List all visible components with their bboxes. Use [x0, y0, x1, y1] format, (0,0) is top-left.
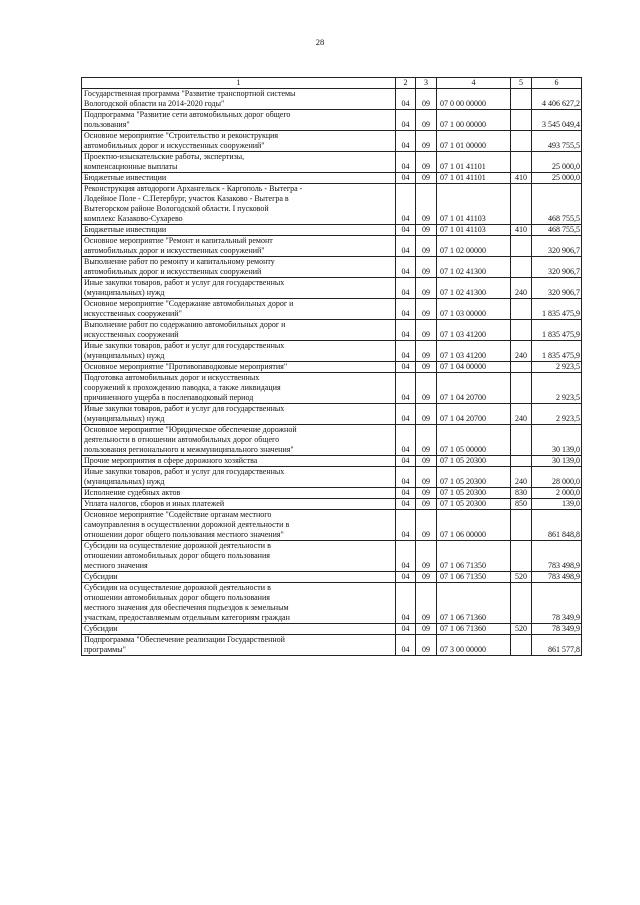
row-chapter: 04: [396, 184, 416, 225]
row-expense-type: 520: [511, 572, 532, 583]
row-expense-type: [511, 635, 532, 656]
row-csr-code: 07 1 06 71360: [437, 624, 511, 635]
table-row: [82, 184, 582, 225]
row-chapter: 04: [396, 278, 416, 299]
row-amount: 320 906,7: [532, 257, 582, 278]
row-expense-type: 410: [511, 225, 532, 236]
row-expense-type: [511, 456, 532, 467]
row-expense-type: [511, 131, 532, 152]
budget-table: [81, 77, 582, 656]
row-amount: 4 406 627,2: [532, 89, 582, 110]
header-cell-name: 1: [82, 78, 396, 89]
row-section: 09: [416, 278, 437, 299]
row-amount: 320 906,7: [532, 236, 582, 257]
row-chapter: 04: [396, 635, 416, 656]
row-expense-type: 240: [511, 404, 532, 425]
row-csr-code: 07 1 01 41103: [437, 184, 511, 225]
row-expense-type: [511, 110, 532, 131]
row-csr-code: 07 1 04 20700: [437, 373, 511, 404]
row-chapter: 04: [396, 236, 416, 257]
row-chapter: 04: [396, 341, 416, 362]
row-section: 09: [416, 583, 437, 624]
page-number: 28: [315, 37, 325, 47]
row-expense-type: [511, 257, 532, 278]
row-csr-code: 07 1 05 20300: [437, 456, 511, 467]
row-section: 09: [416, 341, 437, 362]
row-csr-code: 07 1 05 20300: [437, 488, 511, 499]
table-row: [82, 236, 582, 257]
row-expense-type: [511, 299, 532, 320]
row-expense-type: [511, 320, 532, 341]
row-name: Уплата налогов, сборов и иных платежей: [82, 499, 396, 510]
row-name: Проектно-изыскательские работы, экспертизы, компенсационные выплаты: [82, 152, 396, 173]
row-name: Основное мероприятие "Строительство и реконструкция автомобильных дорог и искусственных сооружений": [82, 131, 396, 152]
row-name: Основное мероприятие "Ремонт и капитальный ремонт автомобильных дорог и искусственных сооружений": [82, 236, 396, 257]
row-section: 09: [416, 257, 437, 278]
row-chapter: 04: [396, 299, 416, 320]
row-section: 09: [416, 425, 437, 456]
table-row: [82, 635, 582, 656]
row-chapter: 04: [396, 320, 416, 341]
table-row: [82, 341, 582, 362]
table-header-row: [82, 78, 582, 89]
table-row: [82, 456, 582, 467]
row-section: 09: [416, 624, 437, 635]
row-section: 09: [416, 362, 437, 373]
row-expense-type: [511, 425, 532, 456]
row-chapter: 04: [396, 499, 416, 510]
table-row: [82, 404, 582, 425]
row-name: Реконструкция автодороги Архангельск - Каргополь - Вытегра - Лодейное Поле - С.Петербург, участок Казаково - Вытегра в Вытегорском районе Вологодской области. I пусковой комплекс Казаково-Сухарево: [82, 184, 396, 225]
row-amount: 78 349,9: [532, 624, 582, 635]
row-chapter: 04: [396, 362, 416, 373]
row-expense-type: 850: [511, 499, 532, 510]
row-section: 09: [416, 110, 437, 131]
row-name: Иные закупки товаров, работ и услуг для государственных (муниципальных) нужд: [82, 278, 396, 299]
table-row: [82, 89, 582, 110]
row-amount: 28 000,0: [532, 467, 582, 488]
table-row: [82, 510, 582, 541]
row-chapter: 04: [396, 541, 416, 572]
row-amount: 783 498,9: [532, 572, 582, 583]
row-csr-code: 07 1 01 41101: [437, 173, 511, 184]
row-csr-code: 07 1 06 71350: [437, 572, 511, 583]
row-expense-type: [511, 541, 532, 572]
row-name: Прочие мероприятия в сфере дорожного хозяйства: [82, 456, 396, 467]
row-name: Иные закупки товаров, работ и услуг для государственных (муниципальных) нужд: [82, 467, 396, 488]
row-section: 09: [416, 320, 437, 341]
table-row: [82, 173, 582, 184]
table-row: [82, 425, 582, 456]
table-row: [82, 373, 582, 404]
row-amount: 78 349,9: [532, 583, 582, 624]
row-name: Субсидии на осуществление дорожной деятельности в отношении автомобильных дорог общего пользования местного значения: [82, 541, 396, 572]
header-cell-amount: 6: [532, 78, 582, 89]
row-chapter: 04: [396, 404, 416, 425]
row-chapter: 04: [396, 373, 416, 404]
row-chapter: 04: [396, 110, 416, 131]
row-name: Основное мероприятие "Содержание автомобильных дорог и искусственных сооружений": [82, 299, 396, 320]
row-amount: 2 000,0: [532, 488, 582, 499]
row-csr-code: 07 1 04 00000: [437, 362, 511, 373]
row-section: 09: [416, 404, 437, 425]
row-expense-type: [511, 510, 532, 541]
row-expense-type: 240: [511, 467, 532, 488]
row-csr-code: 07 1 06 71350: [437, 541, 511, 572]
row-csr-code: 07 1 01 41101: [437, 152, 511, 173]
table-row: [82, 278, 582, 299]
row-csr-code: 07 0 00 00000: [437, 89, 511, 110]
row-expense-type: [511, 236, 532, 257]
row-expense-type: [511, 184, 532, 225]
table-row: [82, 110, 582, 131]
table-row: [82, 131, 582, 152]
row-name: Бюджетные инвестиции: [82, 225, 396, 236]
row-csr-code: 07 1 06 71360: [437, 583, 511, 624]
row-chapter: 04: [396, 467, 416, 488]
row-name: Государственная программа "Развитие транспортной системы Вологодской области на 2014-2020 годы": [82, 89, 396, 110]
table-row: [82, 499, 582, 510]
row-csr-code: 07 1 05 00000: [437, 425, 511, 456]
table-row: [82, 299, 582, 320]
row-amount: 30 139,0: [532, 425, 582, 456]
row-csr-code: 07 1 03 41200: [437, 341, 511, 362]
row-name: Иные закупки товаров, работ и услуг для государственных (муниципальных) нужд: [82, 404, 396, 425]
row-name: Подготовка автомобильных дорог и искусственных сооружений к прохождению паводка, а также ликвидация причиненного ущерба в послепаводковый период: [82, 373, 396, 404]
row-name: Основное мероприятие "Противопаводковые мероприятия": [82, 362, 396, 373]
row-name: Бюджетные инвестиции: [82, 173, 396, 184]
row-csr-code: 07 1 05 20300: [437, 467, 511, 488]
header-cell-section: 3: [416, 78, 437, 89]
row-section: 09: [416, 236, 437, 257]
row-amount: 783 498,9: [532, 541, 582, 572]
row-section: 09: [416, 89, 437, 110]
row-section: 09: [416, 299, 437, 320]
row-section: 09: [416, 456, 437, 467]
row-chapter: 04: [396, 572, 416, 583]
row-name: Исполнение судебных актов: [82, 488, 396, 499]
row-chapter: 04: [396, 173, 416, 184]
row-csr-code: 07 1 03 00000: [437, 299, 511, 320]
table-row: [82, 488, 582, 499]
row-expense-type: 240: [511, 341, 532, 362]
row-amount: 1 835 475,9: [532, 320, 582, 341]
row-section: 09: [416, 173, 437, 184]
row-csr-code: 07 1 04 20700: [437, 404, 511, 425]
row-section: 09: [416, 131, 437, 152]
row-amount: 2 923,5: [532, 373, 582, 404]
row-section: 09: [416, 467, 437, 488]
row-amount: 2 923,5: [532, 362, 582, 373]
row-amount: 861 577,8: [532, 635, 582, 656]
row-name: Субсидии: [82, 624, 396, 635]
table-row: [82, 225, 582, 236]
row-amount: 139,0: [532, 499, 582, 510]
row-amount: 30 139,0: [532, 456, 582, 467]
row-amount: 468 755,5: [532, 225, 582, 236]
row-name: Основное мероприятие "Содействие органам местного самоуправления в осуществлении дорожной деятельности в отношении дорог общего пользования местного значения": [82, 510, 396, 541]
row-csr-code: 07 1 05 20300: [437, 499, 511, 510]
row-name: Подпрограмма "Обеспечение реализации Государственной программы": [82, 635, 396, 656]
row-chapter: 04: [396, 225, 416, 236]
row-section: 09: [416, 499, 437, 510]
row-section: 09: [416, 572, 437, 583]
row-expense-type: 520: [511, 624, 532, 635]
table-row: [82, 624, 582, 635]
row-amount: 25 000,0: [532, 173, 582, 184]
row-expense-type: 830: [511, 488, 532, 499]
row-section: 09: [416, 152, 437, 173]
row-name: Подпрограмма "Развитие сети автомобильных дорог общего пользования": [82, 110, 396, 131]
table-body: [82, 89, 582, 656]
row-expense-type: 240: [511, 278, 532, 299]
row-csr-code: 07 1 02 00000: [437, 236, 511, 257]
row-amount: 25 000,0: [532, 152, 582, 173]
row-chapter: 04: [396, 89, 416, 110]
row-chapter: 04: [396, 488, 416, 499]
row-chapter: 04: [396, 257, 416, 278]
row-section: 09: [416, 541, 437, 572]
row-csr-code: 07 1 01 41103: [437, 225, 511, 236]
row-amount: 1 835 475,9: [532, 341, 582, 362]
row-name: Выполнение работ по ремонту и капитальному ремонту автомобильных дорог и искусственных сооружений: [82, 257, 396, 278]
row-chapter: 04: [396, 131, 416, 152]
row-chapter: 04: [396, 624, 416, 635]
row-amount: 3 545 049,4: [532, 110, 582, 131]
row-section: 09: [416, 510, 437, 541]
row-expense-type: [511, 373, 532, 404]
row-amount: 320 906,7: [532, 278, 582, 299]
row-expense-type: [511, 362, 532, 373]
row-chapter: 04: [396, 152, 416, 173]
row-section: 09: [416, 635, 437, 656]
header-cell-vr: 5: [511, 78, 532, 89]
row-csr-code: 07 1 02 41300: [437, 257, 511, 278]
row-chapter: 04: [396, 583, 416, 624]
header-cell-csr: 4: [437, 78, 511, 89]
row-section: 09: [416, 184, 437, 225]
row-csr-code: 07 3 00 00000: [437, 635, 511, 656]
table-row: [82, 467, 582, 488]
row-expense-type: [511, 89, 532, 110]
row-expense-type: 410: [511, 173, 532, 184]
row-amount: 468 755,5: [532, 184, 582, 225]
row-amount: 493 755,5: [532, 131, 582, 152]
row-name: Выполнение работ по содержанию автомобильных дорог и искусственных сооружений: [82, 320, 396, 341]
row-name: Субсидии на осуществление дорожной деятельности в отношении автомобильных дорог общего пользования местного значения для обеспечения подъездов к земельным участкам, предоставляемым отдельным категориям граждан: [82, 583, 396, 624]
row-chapter: 04: [396, 456, 416, 467]
row-section: 09: [416, 225, 437, 236]
row-csr-code: 07 1 06 00000: [437, 510, 511, 541]
row-csr-code: 07 1 02 41300: [437, 278, 511, 299]
row-amount: 1 835 475,9: [532, 299, 582, 320]
table-row: [82, 541, 582, 572]
row-section: 09: [416, 373, 437, 404]
header-cell-chapter: 2: [396, 78, 416, 89]
table-row: [82, 583, 582, 624]
row-chapter: 04: [396, 510, 416, 541]
table-row: [82, 257, 582, 278]
row-expense-type: [511, 152, 532, 173]
table-row: [82, 362, 582, 373]
table-row: [82, 152, 582, 173]
row-csr-code: 07 1 03 41200: [437, 320, 511, 341]
row-chapter: 04: [396, 425, 416, 456]
row-name: Субсидии: [82, 572, 396, 583]
row-csr-code: 07 1 01 00000: [437, 131, 511, 152]
table-row: [82, 572, 582, 583]
row-expense-type: [511, 583, 532, 624]
row-csr-code: 07 1 00 00000: [437, 110, 511, 131]
table-row: [82, 320, 582, 341]
row-name: Иные закупки товаров, работ и услуг для государственных (муниципальных) нужд: [82, 341, 396, 362]
row-name: Основное мероприятие "Юридическое обеспечение дорожной деятельности в отношении автомобильных дорог общего пользования регионального и межмуниципального значения": [82, 425, 396, 456]
row-section: 09: [416, 488, 437, 499]
row-amount: 2 923,5: [532, 404, 582, 425]
row-amount: 861 848,8: [532, 510, 582, 541]
